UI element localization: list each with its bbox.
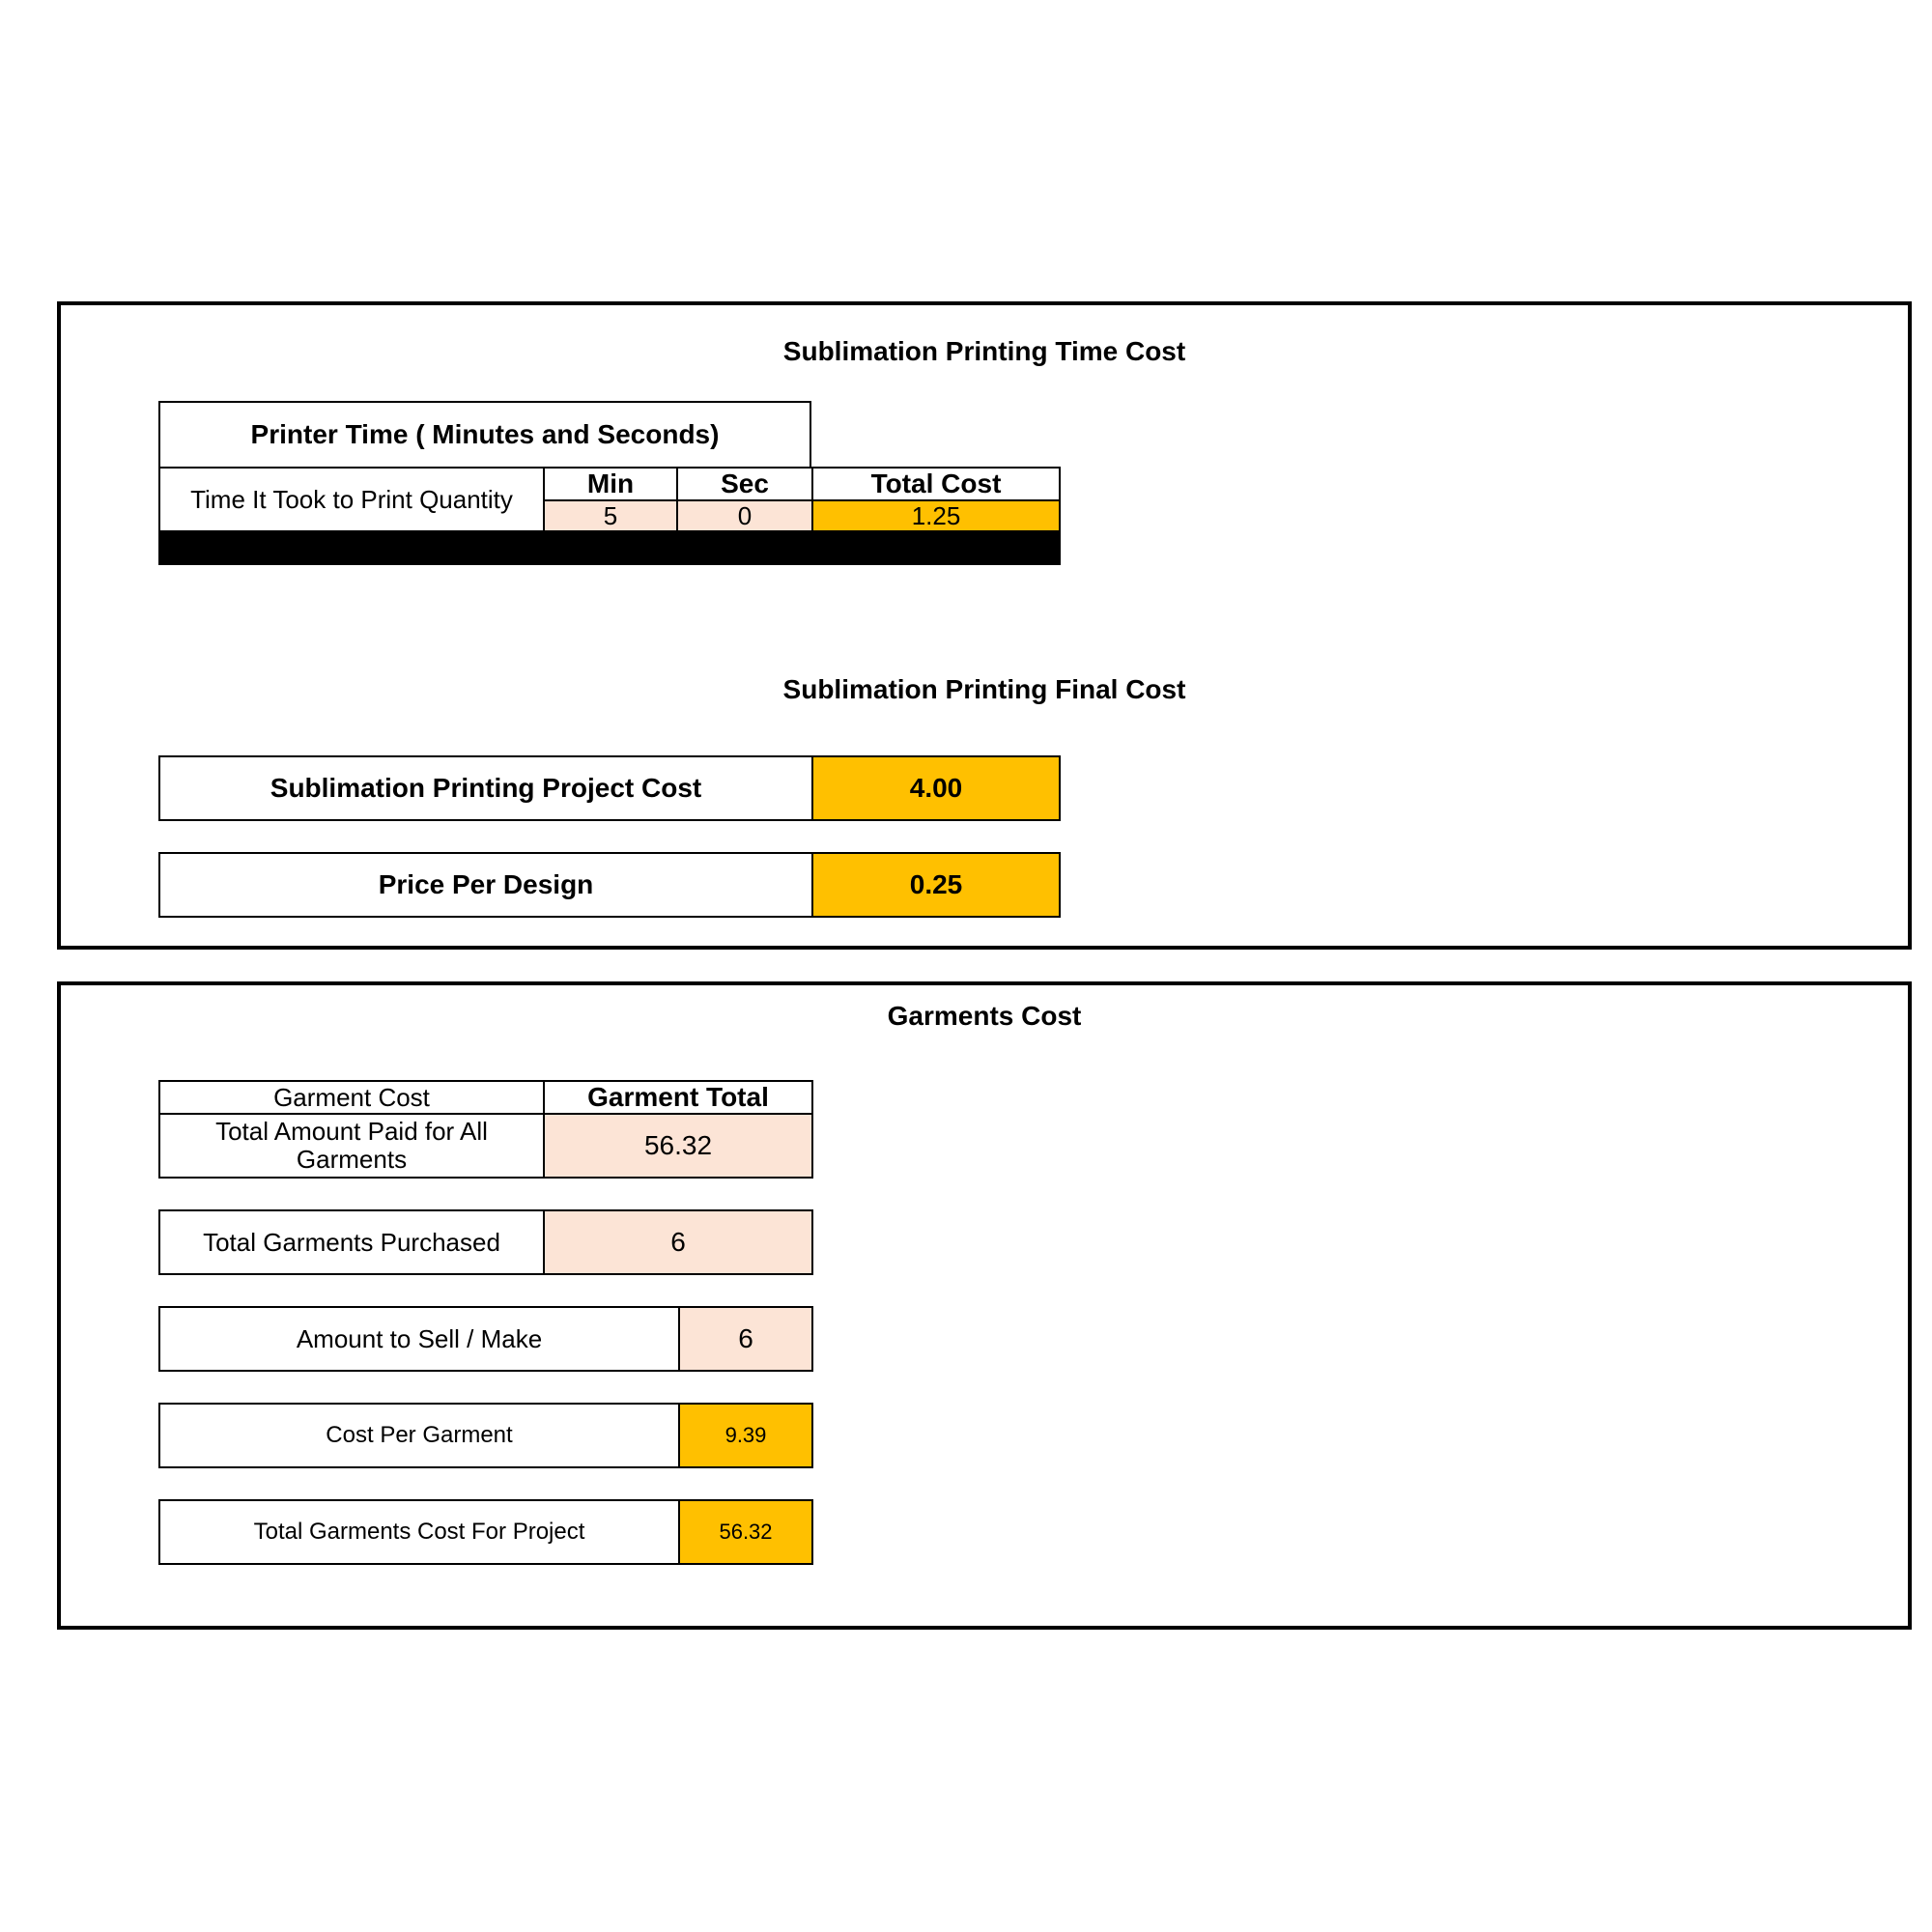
min-input[interactable]: 5	[543, 499, 678, 532]
project-cost-value: 4.00	[811, 755, 1061, 821]
total-paid-input[interactable]: 56.32	[543, 1113, 813, 1179]
sec-header: Sec	[676, 467, 813, 501]
total-project-cost-label: Total Garments Cost For Project	[158, 1499, 680, 1565]
divider-bar	[158, 530, 1061, 565]
printer-time-header: Printer Time ( Minutes and Seconds)	[158, 401, 811, 469]
final-cost-title: Sublimation Printing Final Cost	[782, 674, 1186, 704]
total-purchased-label: Total Garments Purchased	[158, 1209, 545, 1275]
total-project-cost-value: 56.32	[678, 1499, 813, 1565]
amount-to-sell-label: Amount to Sell / Make	[158, 1306, 680, 1372]
total-cost-header: Total Cost	[811, 467, 1061, 501]
cost-per-garment-value: 9.39	[678, 1403, 813, 1468]
price-per-design-label: Price Per Design	[158, 852, 813, 918]
print-time-row-label: Time It Took to Print Quantity	[158, 467, 545, 532]
min-header: Min	[543, 467, 678, 501]
cost-per-garment-label: Cost Per Garment	[158, 1403, 680, 1468]
price-per-design-value: 0.25	[811, 852, 1061, 918]
total-paid-label: Total Amount Paid for All Garments	[158, 1113, 545, 1179]
total-purchased-input[interactable]: 6	[543, 1209, 813, 1275]
garment-cost-header: Garment Cost	[158, 1080, 545, 1115]
garment-total-header: Garment Total	[543, 1080, 813, 1115]
garments-cost-title: Garments Cost	[887, 1001, 1082, 1031]
project-cost-label: Sublimation Printing Project Cost	[158, 755, 813, 821]
total-cost-value: 1.25	[811, 499, 1061, 532]
time-cost-title: Sublimation Printing Time Cost	[782, 336, 1186, 366]
sec-input[interactable]: 0	[676, 499, 813, 532]
amount-to-sell-input[interactable]: 6	[678, 1306, 813, 1372]
